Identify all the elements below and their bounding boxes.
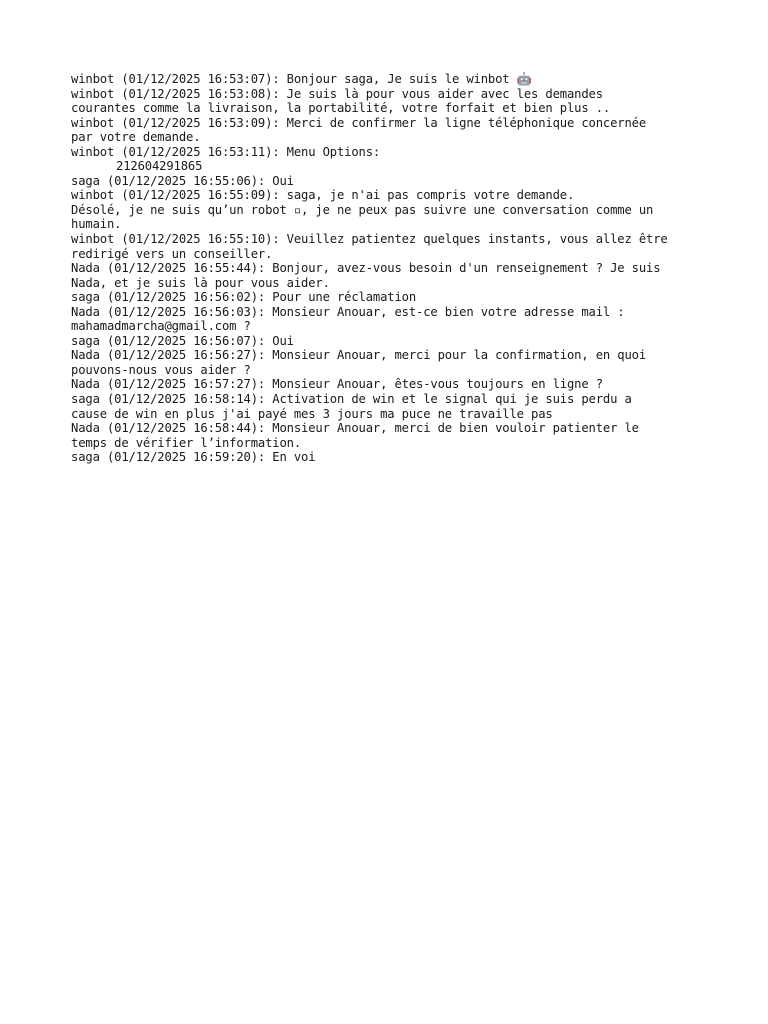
transcript-line: Nada (01/12/2025 16:56:03): Monsieur Anouar, est-ce bien votre adresse mail : <box>71 304 625 319</box>
transcript-line: winbot (01/12/2025 16:53:09): Merci de confirmer la ligne téléphonique concernée <box>71 115 646 130</box>
transcript-line: courantes comme la livraison, la portabilité, votre forfait et bien plus .. <box>71 101 611 116</box>
transcript-line: winbot (01/12/2025 16:53:08): Je suis là pour vous aider avec les demandes <box>71 86 603 101</box>
chat-transcript <box>71 72 721 465</box>
transcript-line: winbot (01/12/2025 16:53:11): Menu Options: <box>71 144 381 159</box>
transcript-line: Nada (01/12/2025 16:58:44): Monsieur Anouar, merci de bien vouloir patienter le <box>71 421 639 436</box>
transcript-line: pouvons-nous vous aider ? <box>71 362 251 377</box>
transcript-line: cause de win en plus j'ai payé mes 3 jours ma puce ne travaille pas <box>71 406 553 421</box>
transcript-line: winbot (01/12/2025 16:55:10): Veuillez patientez quelques instants, vous allez être <box>71 232 668 247</box>
transcript-line: winbot (01/12/2025 16:55:09): saga, je n'ai pas compris votre demande. <box>71 188 575 203</box>
transcript-line: mahamadmarcha@gmail.com ? <box>71 319 251 334</box>
transcript-line: saga (01/12/2025 16:56:07): Oui <box>71 333 294 348</box>
transcript-line: saga (01/12/2025 16:59:20): En voi <box>71 450 316 465</box>
transcript-line: saga (01/12/2025 16:58:14): Activation de win et le signal qui je suis perdu a <box>71 392 632 407</box>
transcript-line: temps de vérifier l’information. <box>71 435 301 450</box>
transcript-line: Nada (01/12/2025 16:57:27): Monsieur Anouar, êtes-vous toujours en ligne ? <box>71 377 603 392</box>
transcript-line: winbot (01/12/2025 16:53:07): Bonjour saga, Je suis le winbot 🤖 <box>71 72 532 86</box>
transcript-line: Nada, et je suis là pour vous aider. <box>71 275 330 290</box>
menu-option-phone-number: 212604291865 <box>116 159 203 174</box>
transcript-line: Nada (01/12/2025 16:56:27): Monsieur Anouar, merci pour la confirmation, en quoi <box>71 348 646 363</box>
transcript-line: saga (01/12/2025 16:56:02): Pour une réclamation <box>71 290 416 305</box>
transcript-line: redirigé vers un conseiller. <box>71 246 273 261</box>
transcript-line: par votre demande. <box>71 130 201 145</box>
transcript-line: Désolé, je ne suis qu’un robot ▫, je ne peux pas suivre une conversation comme un <box>71 202 654 217</box>
transcript-line: Nada (01/12/2025 16:55:44): Bonjour, avez-vous besoin d'un renseignement ? Je suis <box>71 261 661 276</box>
transcript-line: saga (01/12/2025 16:55:06): Oui <box>71 173 294 188</box>
transcript-line: humain. <box>71 217 122 232</box>
